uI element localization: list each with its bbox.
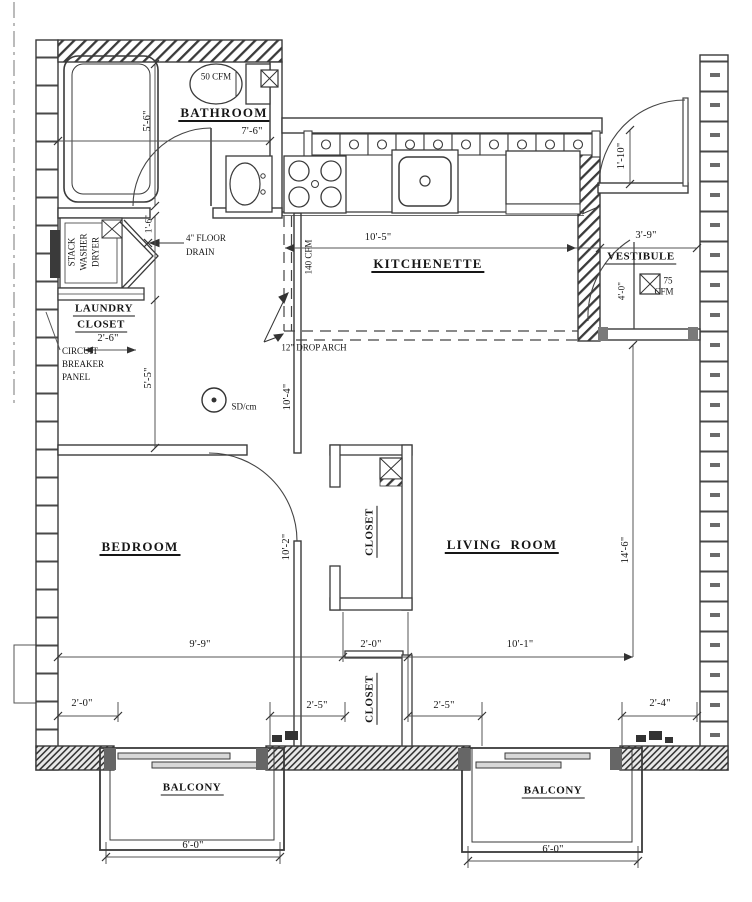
- bedroom-door-arc: [209, 453, 297, 541]
- dim-bedroom-width: 9'-9": [189, 638, 211, 650]
- stove-icon: [284, 156, 346, 213]
- room-label-bedroom: BEDROOM: [101, 539, 179, 554]
- dim-living-width: 10'-1": [506, 638, 534, 650]
- room-label-bathroom: BATHROOM: [180, 105, 268, 120]
- bath-sink-icon: [226, 156, 272, 212]
- toilet-icon: [190, 64, 270, 104]
- kitchen-sink-icon: [392, 150, 458, 213]
- dim-bath-width: 7'-6": [241, 125, 263, 137]
- note-breaker-2: BREAKER: [62, 359, 105, 369]
- note-range-hood: 140 CFM: [303, 239, 314, 275]
- drop-arch-dashes: [284, 216, 578, 340]
- room-label-closet-lower: CLOSET: [363, 675, 376, 723]
- note-vest-fan-num: 75: [663, 275, 673, 286]
- dim-bath-depth: 5'-6": [141, 110, 153, 132]
- drop-arch-arrow: [264, 293, 288, 342]
- note-smoke-detector: SD/cm: [231, 401, 257, 412]
- room-label-closet-upper: CLOSET: [363, 508, 376, 556]
- dim-closet-width: 2'-0": [360, 638, 382, 650]
- dim-window-right: 2'-4": [649, 697, 671, 709]
- room-label-vestibule: VESTIBULE: [607, 250, 675, 263]
- room-label-kitchenette: KITCHENETTE: [373, 256, 483, 271]
- dim-wall-seg: 1'-6": [143, 214, 154, 234]
- note-washer-1: STACK: [66, 237, 77, 267]
- note-washer-3: DRYER: [90, 236, 101, 268]
- dim-kitchen-width: 10'-5": [364, 231, 392, 243]
- note-washer-2: WASHER: [78, 233, 89, 271]
- dim-hall-depth: 5'-5": [142, 367, 154, 389]
- floor-drain-icon: [144, 239, 184, 247]
- dim-laundry-width: 2'-6": [97, 332, 119, 344]
- dim-window-left: 2'-0": [71, 697, 93, 709]
- note-breaker-1: CIRCUIT: [62, 346, 98, 356]
- laundry-base: [58, 288, 144, 300]
- dimension-ticks: [54, 60, 701, 865]
- dim-vestibule-width: 3'-9": [635, 229, 657, 241]
- closet-fan-icon: [380, 458, 402, 486]
- bath-exhaust-fan-icon: [261, 70, 278, 87]
- note-breaker-3: PANEL: [62, 372, 91, 382]
- room-label-laundry-2: CLOSET: [77, 318, 125, 331]
- note-bath-fan: 50 CFM: [200, 71, 232, 82]
- room-label-balcony-left: BALCONY: [162, 781, 222, 794]
- dim-bedroom-wall: 10'-2": [280, 533, 292, 561]
- note-floor-drain-2: DRAIN: [186, 247, 215, 257]
- dim-pier-right: 2'-5": [433, 699, 455, 711]
- dim-entry-door: 1'-10": [615, 142, 627, 170]
- room-label-laundry-1: LAUNDRY: [74, 302, 134, 315]
- note-floor-drain-1: 4" FLOOR: [186, 233, 226, 243]
- sliding-door-right: [476, 753, 590, 768]
- room-label-living-room: LIVING ROOM: [446, 537, 558, 552]
- entry-door-arc: [599, 98, 688, 186]
- dim-balcony-left: 6'-0": [182, 839, 204, 851]
- dim-living-depth: 14'-6": [619, 536, 631, 564]
- circuit-breaker-panel-icon: [50, 230, 60, 278]
- dim-hall-width: 10'-4": [281, 383, 293, 411]
- dim-vestibule-depth: 4'-0": [616, 281, 627, 301]
- note-vest-fan-unit: CFM: [654, 286, 674, 297]
- dim-pier-left: 2'-5": [306, 699, 328, 711]
- note-drop-arch: 12" DROP ARCH: [281, 342, 347, 353]
- dim-balcony-right: 6'-0": [542, 843, 564, 855]
- smoke-detector-icon: [202, 388, 226, 412]
- bathroom-door-arc: [133, 128, 211, 206]
- electrical-symbols: [272, 731, 673, 743]
- room-label-balcony-right: BALCONY: [523, 784, 583, 797]
- sliding-door-left: [118, 753, 264, 768]
- closet-lower-walls: [345, 651, 412, 746]
